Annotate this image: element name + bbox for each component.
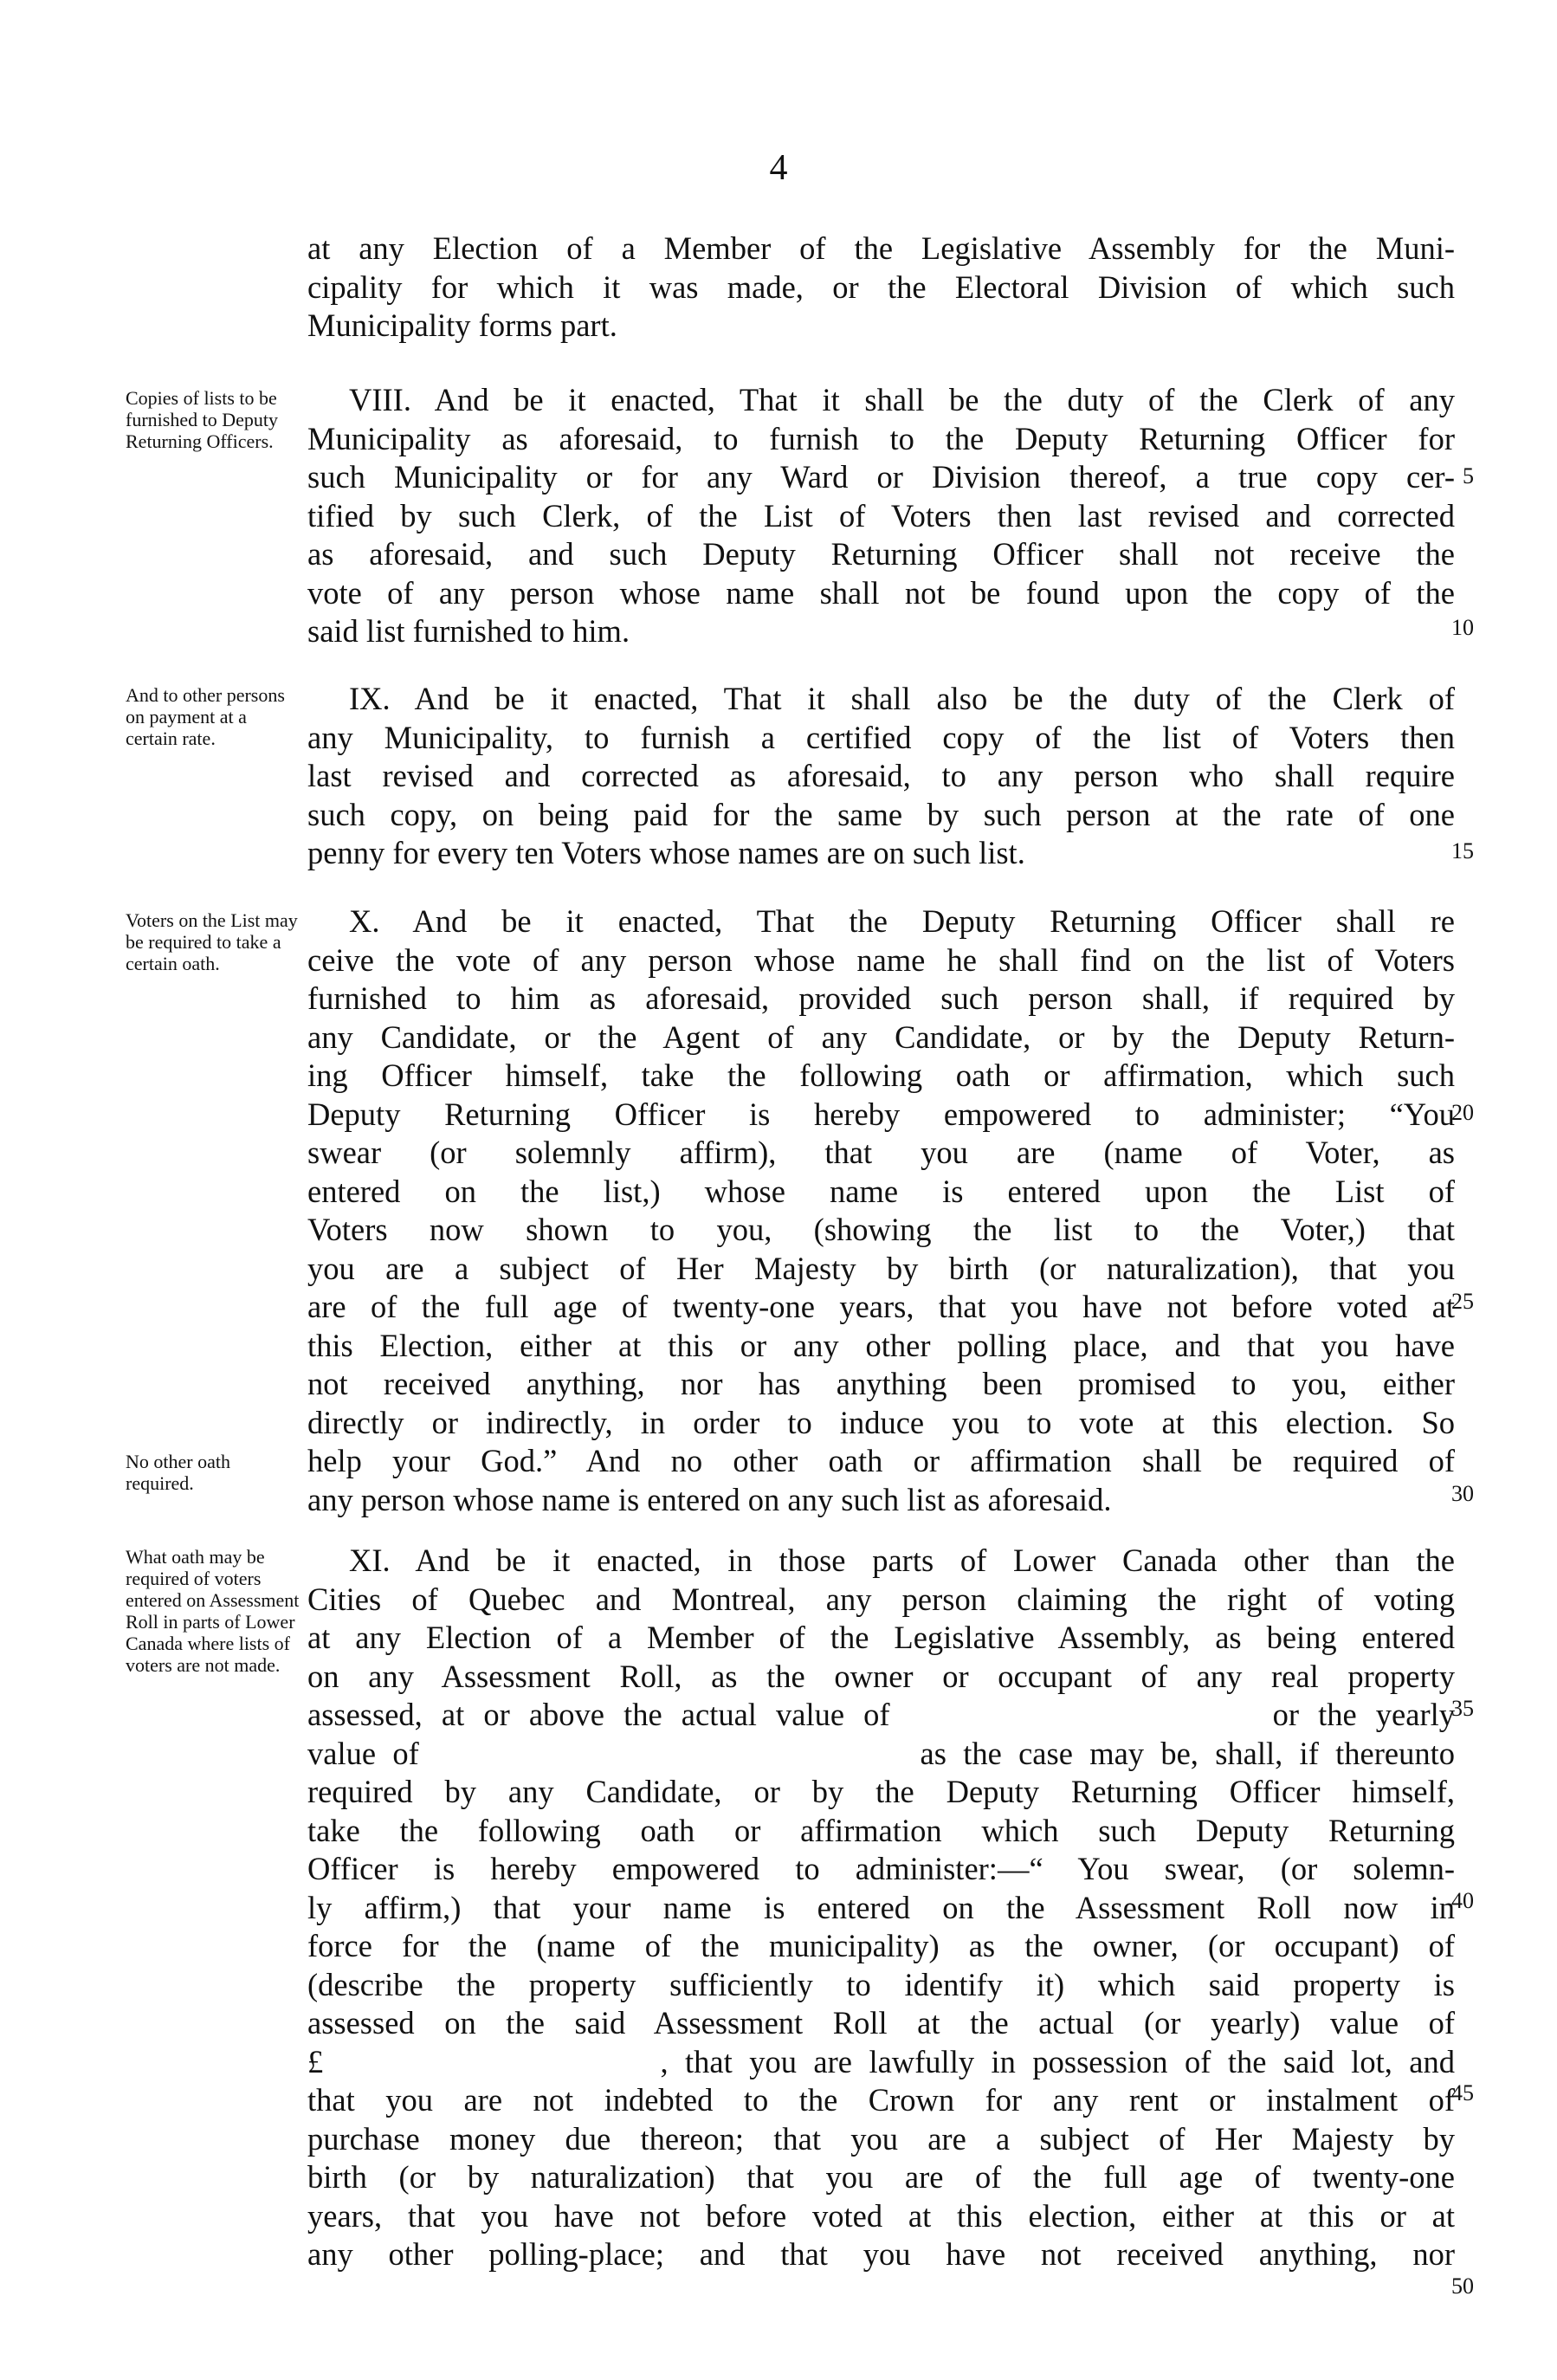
text-line: this Election, either at this or any other polling place, and that you have [307, 1327, 1455, 1363]
section-ix [307, 680, 1455, 873]
line-number: 30 [1451, 1481, 1474, 1506]
text-line: assessed, at or above the actual value of or the yearly [307, 1697, 1455, 1732]
line-number: 10 [1451, 615, 1474, 640]
margin-note-other-persons: And to other persons on payment at a certain rate. [126, 684, 285, 749]
section-xi [307, 1542, 1455, 2274]
line-number: 25 [1451, 1289, 1474, 1314]
text-line: birth (or by naturalization) that you are of the full age of twenty-one [307, 2159, 1455, 2195]
text-line: VIII. And be it enacted, That it shall be the duty of the Clerk of any [349, 382, 1455, 417]
text-line: are of the full age of twenty-one years, that you have not before voted at [307, 1289, 1455, 1324]
text-line: at any Election of a Member of the Legislative Assembly, as being entered [307, 1620, 1455, 1655]
text-line: any other polling-place; and that you have not received anything, nor [307, 2236, 1455, 2272]
text-line: any Candidate, or the Agent of any Candidate, or by the Deputy Return- [307, 1019, 1455, 1055]
line-number: 15 [1451, 838, 1474, 863]
text-line: directly or indirectly, in order to induce you to vote at this election. So [307, 1404, 1455, 1440]
text-line: purchase money due thereon; that you are a subject of Her Majesty by [307, 2120, 1455, 2157]
text-line: tified by such Clerk, of the List of Voters then last revised and corrected [307, 497, 1455, 534]
text-line: swear (or solemnly affirm), that you are (name of Voter, as [307, 1135, 1455, 1170]
text-line: ly affirm,) that your name is entered on the Assessment Roll now in [307, 1889, 1455, 1925]
text-line: force for the (name of the municipality) as the owner, (or occupant) of [307, 1928, 1455, 1963]
text-line: ing Officer himself, take the following oath or affirmation, which such [307, 1057, 1455, 1093]
text-line: Voters now shown to you, (showing the list to the Voter,) that [307, 1212, 1455, 1247]
section-x [307, 902, 1455, 1519]
text-line: last revised and corrected as aforesaid, to any person who shall require [307, 758, 1455, 793]
text-line: said list furnished to him. [307, 613, 630, 649]
text-line: ceive the vote of any person whose name he shall find on the list of Voters [307, 941, 1455, 978]
text-line: you are a subject of Her Majesty by birth (or naturalization), that you [307, 1250, 1455, 1286]
text-line: on any Assessment Roll, as the owner or occupant of any real property [307, 1658, 1455, 1694]
text-line: (describe the property sufficiently to identify it) which said property is [307, 1966, 1455, 2002]
text-line: such copy, on being paid for the same by such person at the rate of one [307, 796, 1455, 832]
text-line: as aforesaid, and such Deputy Returning Officer shall not receive the [307, 536, 1455, 572]
text-line: value of as the case may be, shall, if thereunto [307, 1735, 1455, 1771]
margin-note-copies: Copies of lists to be furnished to Deputy Returning Officers. [126, 387, 278, 452]
text-line: furnished to him as aforesaid, provided such person shall, if required by [307, 980, 1455, 1016]
text-line: cipality for which it was made, or the Electoral Division of which such [307, 268, 1455, 305]
text-line: help your God.” And no other oath or affirmation shall be required of [307, 1443, 1455, 1478]
text-line: Municipality forms part. [307, 307, 617, 343]
text-line: assessed on the said Assessment Roll at the actual (or yearly) value of [307, 2005, 1455, 2040]
text-line: any Municipality, to furnish a certified copy of the list of Voters then [307, 719, 1455, 755]
text-line: such Municipality or for any Ward or Division thereof, a true copy cer- [307, 459, 1455, 495]
line-number: 50 [1451, 2273, 1474, 2299]
text-line: Deputy Returning Officer is hereby empowered to administer; “You [307, 1096, 1455, 1132]
text-line: penny for every ten Voters whose names are on such list. [307, 835, 1025, 870]
text-line: Cities of Quebec and Montreal, any person claiming the right of voting [307, 1581, 1455, 1617]
line-number: 20 [1451, 1100, 1474, 1125]
text-line: that you are not indebted to the Crown for any rent or instalment of [307, 2082, 1455, 2118]
text-line: take the following oath or affirmation which such Deputy Returning [307, 1812, 1455, 1848]
line-number: 35 [1451, 1696, 1474, 1721]
page-number: 4 [769, 148, 788, 188]
text-line: any person whose name is entered on any such list as aforesaid. [307, 1481, 1112, 1517]
margin-note-oath: Voters on the List may be required to take a certain oath. [126, 909, 298, 974]
text-line: XI. And be it enacted, in those parts of Lower Canada other than the [349, 1542, 1455, 1578]
text-line: entered on the list,) whose name is entered upon the List of [307, 1173, 1455, 1209]
text-line: not received anything, nor has anything been promised to you, either [307, 1366, 1455, 1401]
margin-note-no-other-oath: No other oath required. [126, 1451, 230, 1494]
section-viii [307, 381, 1455, 651]
text-line: at any Election of a Member of the Legislative Assembly for the Muni- [307, 230, 1455, 266]
text-line: X. And be it enacted, That the Deputy Returning Officer shall re [349, 903, 1455, 939]
text-line: IX. And be it enacted, That it shall also be the duty of the Clerk of [349, 681, 1455, 716]
line-number: 5 [1463, 463, 1474, 488]
margin-note-what-oath: What oath may be required of voters entered on Assessment Roll in parts of Lower Canada where lists of voters are not made. [126, 1546, 300, 1676]
text-line: required by any Candidate, or by the Deputy Returning Officer himself, [307, 1774, 1455, 1809]
line-number: 45 [1451, 2080, 1474, 2105]
text-line: years, that you have not before voted at this election, either at this or at [307, 2197, 1455, 2234]
text-line: £ , that you are lawfully in possession of the said lot, and [307, 2043, 1455, 2079]
line-number: 40 [1451, 1888, 1474, 1913]
text-line: Municipality as aforesaid, to furnish to the Deputy Returning Officer for [307, 420, 1455, 456]
paragraph-intro [307, 230, 1455, 346]
text-line: vote of any person whose name shall not be found upon the copy of the [307, 574, 1455, 611]
text-line: Officer is hereby empowered to administer:—“ You swear, (or solemn- [307, 1851, 1455, 1886]
